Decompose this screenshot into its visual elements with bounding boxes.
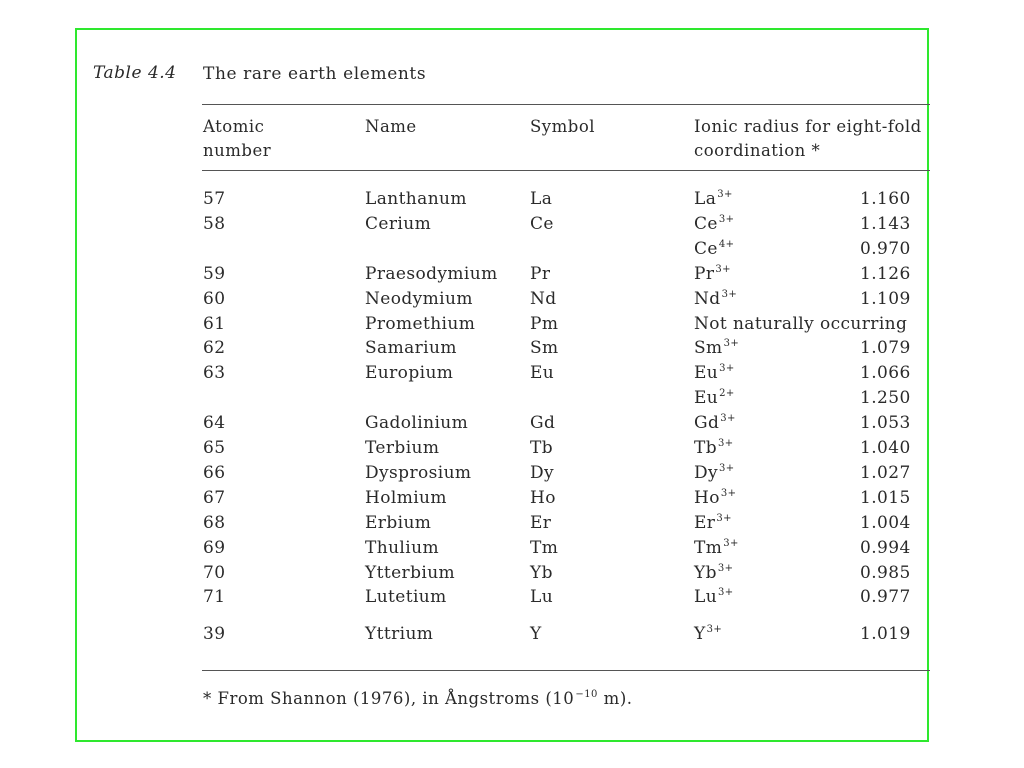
row-element-name: Neodymium [365, 288, 473, 309]
row-ion-charge: 2+ [719, 388, 735, 400]
row-element-name: Dysprosium [365, 462, 472, 483]
row-ion-charge: 3+ [718, 438, 734, 449]
row-ionic-radius: 0.977 [860, 587, 911, 608]
row-element-name: Ytterbium [365, 562, 456, 583]
header-atomic-number-line2: number [203, 141, 272, 160]
row-atomic-number: 57 [203, 189, 226, 209]
row-ion-symbol: Tm [694, 537, 723, 558]
header-symbol: Symbol [530, 117, 596, 136]
row-element-symbol: Lu [530, 587, 554, 608]
row-element-name: Cerium [365, 213, 432, 234]
row-ion [694, 538, 739, 558]
table-caption-title: The rare earth elements [203, 64, 427, 84]
row-element-name: Holmium [365, 487, 447, 508]
row-element-name: Thulium [365, 537, 439, 558]
row-element-symbol: Ce [530, 213, 554, 234]
row-ion-charge: 3+ [715, 263, 731, 275]
row-ion-symbol: Nd [694, 288, 721, 309]
row-atomic-number: 69 [203, 537, 226, 558]
row-ion [694, 214, 734, 234]
row-ion [694, 264, 731, 284]
row-element-symbol: Yb [530, 562, 553, 583]
row-ion [694, 488, 736, 508]
row-atomic-number: 63 [203, 363, 226, 384]
footnote [203, 689, 633, 708]
row-ion-symbol: Dy [694, 462, 719, 483]
row-element-symbol: Ho [530, 487, 556, 508]
row-ionic-radius: 1.019 [860, 624, 911, 645]
header-name: Name [365, 117, 417, 136]
row-ion [694, 624, 722, 644]
header-ionic-radius [694, 115, 922, 163]
row-ionic-radius: 1.040 [860, 438, 911, 458]
row-atomic-number: 67 [203, 487, 226, 508]
row-ion [694, 563, 733, 583]
row-ion-charge: 4+ [718, 238, 735, 250]
row-ionic-radius: 1.079 [860, 338, 911, 359]
row-element-name: Yttrium [365, 624, 434, 645]
header-atomic-number-line1: Atomic [203, 117, 265, 136]
row-ion-charge: 3+ [717, 562, 734, 574]
row-ion-charge: 3+ [723, 537, 739, 549]
row-element-symbol: Gd [530, 413, 556, 434]
row-atomic-number: 59 [203, 263, 226, 284]
row-ionic-radius: 1.004 [860, 512, 911, 533]
row-atomic-number: 39 [203, 624, 226, 645]
table-caption-label: Table 4.4 [93, 63, 177, 83]
row-element-name: Terbium [365, 438, 440, 458]
row-atomic-number: 60 [203, 288, 226, 309]
header-ionic-radius-line2: coordination * [694, 141, 821, 160]
row-ionic-radius: 1.160 [860, 189, 911, 209]
row-ion-symbol: Y [694, 624, 706, 645]
row-element-name: Lutetium [365, 587, 447, 608]
row-atomic-number: 65 [203, 438, 226, 458]
row-atomic-number: 61 [203, 313, 226, 334]
row-ion-symbol: Gd [694, 413, 720, 434]
row-ion-symbol: Ce [694, 213, 718, 234]
row-ionic-radius: 1.250 [860, 388, 911, 409]
row-ion-charge: 3+ [720, 487, 737, 499]
row-ion [694, 413, 736, 433]
bottom-rule [202, 670, 930, 671]
row-element-symbol: Pr [530, 263, 551, 284]
footnote-exponent: −10 [575, 689, 598, 700]
row-element-symbol: Nd [530, 288, 557, 309]
row-element-symbol: Er [530, 512, 552, 533]
row-element-name: Europium [365, 363, 454, 384]
row-atomic-number: 62 [203, 338, 226, 359]
row-ion [694, 587, 734, 607]
row-element-name: Promethium [365, 313, 476, 334]
row-ionic-radius: 1.053 [860, 413, 911, 434]
row-ion [694, 239, 734, 259]
row-ion-charge: 3+ [719, 363, 735, 375]
row-ion-symbol: La [694, 189, 717, 209]
top-rule [202, 104, 930, 105]
row-ion-charge: 3+ [718, 213, 735, 225]
row-ion-charge: 3+ [723, 338, 740, 350]
row-ion [694, 513, 732, 533]
row-element-symbol: Eu [530, 363, 555, 384]
row-ionic-radius: 1.015 [860, 487, 911, 508]
row-ionic-radius: 1.027 [860, 462, 911, 483]
row-ion-symbol: Yb [694, 562, 717, 583]
header-rule [202, 170, 930, 171]
row-ion [694, 363, 735, 383]
row-note: Not naturally occurring [694, 313, 908, 334]
row-element-symbol: Sm [530, 338, 559, 359]
row-ion-charge: 3+ [721, 288, 738, 300]
row-element-name: Erbium [365, 512, 432, 533]
row-atomic-number: 58 [203, 213, 226, 234]
header-ionic-radius-line1: Ionic radius for eight-fold [694, 117, 922, 136]
row-ion-symbol: Eu [694, 363, 719, 384]
row-ion-charge: 3+ [706, 624, 723, 636]
row-ion-symbol: Lu [694, 587, 718, 608]
row-element-symbol: Dy [530, 462, 555, 483]
row-ion-symbol: Pr [694, 263, 715, 284]
row-ion-symbol: Ce [694, 238, 718, 259]
row-atomic-number: 71 [203, 587, 226, 608]
row-ionic-radius: 1.066 [860, 363, 911, 384]
row-ionic-radius: 0.985 [860, 562, 911, 583]
row-atomic-number: 70 [203, 562, 226, 583]
row-atomic-number: 66 [203, 462, 226, 483]
row-ion [694, 338, 739, 358]
row-ion [694, 463, 735, 483]
row-ion-symbol: Er [694, 512, 716, 533]
row-ion-charge: 3+ [717, 189, 733, 200]
row-ionic-radius: 1.126 [860, 263, 911, 284]
row-ion-symbol: Tb [694, 438, 718, 458]
row-ionic-radius: 0.994 [860, 537, 911, 558]
row-element-symbol: La [530, 189, 553, 209]
row-ion [694, 388, 735, 408]
row-ion-symbol: Sm [694, 338, 723, 359]
footnote-prefix: * From Shannon (1976), in Ångstroms (10 [203, 689, 575, 708]
row-ion-charge: 3+ [719, 462, 735, 474]
row-ion [694, 438, 734, 458]
row-ion-charge: 3+ [720, 413, 736, 425]
row-element-symbol: Pm [530, 313, 559, 334]
row-element-name: Praesodymium [365, 263, 498, 284]
row-element-name: Samarium [365, 338, 457, 359]
row-ionic-radius: 0.970 [860, 238, 911, 259]
row-ionic-radius: 1.143 [860, 213, 911, 234]
row-ion [694, 189, 733, 209]
row-element-name: Gadolinium [365, 413, 469, 434]
row-ionic-radius: 1.109 [860, 288, 911, 309]
row-ion-charge: 3+ [718, 587, 734, 599]
footnote-suffix: m). [597, 689, 633, 708]
row-ion-symbol: Eu [694, 388, 719, 409]
row-ion [694, 289, 737, 309]
row-atomic-number: 64 [203, 413, 226, 434]
row-element-symbol: Tb [530, 438, 554, 458]
row-element-name: Lanthanum [365, 189, 467, 209]
row-element-symbol: Tm [530, 537, 559, 558]
row-ion-symbol: Ho [694, 487, 720, 508]
row-element-symbol: Y [530, 624, 542, 645]
row-ion-charge: 3+ [716, 512, 732, 524]
row-atomic-number: 68 [203, 512, 226, 533]
header-atomic-number [203, 115, 271, 163]
